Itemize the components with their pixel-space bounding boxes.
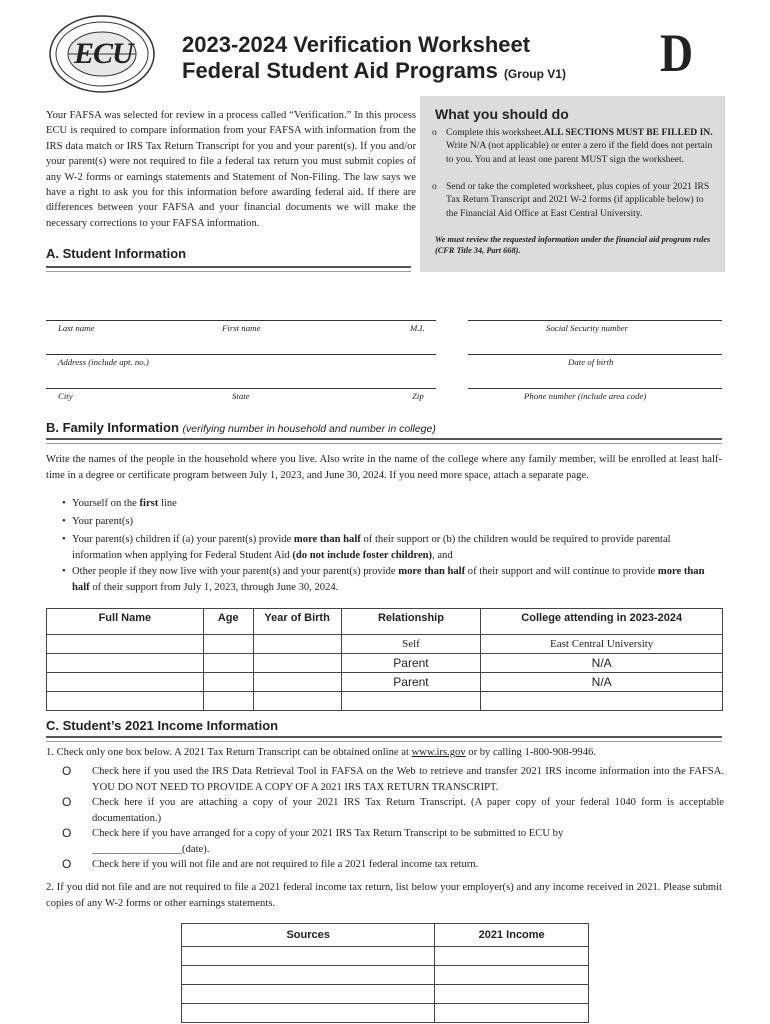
column-header: Sources (182, 924, 435, 947)
bullet-icon: • (62, 566, 66, 577)
bullet-text: Your parent(s) (72, 516, 134, 527)
section-b-title: B. Family Information (46, 420, 179, 435)
column-header: Relationship (341, 609, 481, 635)
ssn-label: Social Security number (546, 323, 629, 333)
address-field[interactable] (46, 354, 436, 355)
bullet-icon: o (432, 127, 437, 138)
table-row (182, 966, 589, 985)
option-emphasis: YOU DO NOT NEED TO PROVIDE A COPY OF A 2021 IRS TAX RETURN TRANSCRIPT. (92, 781, 499, 793)
option-4-checkbox[interactable]: O (62, 857, 72, 871)
mi-label: M.I. (410, 323, 425, 333)
bullet-icon: • (62, 534, 66, 545)
bullet-emphasis: more than half (72, 566, 705, 593)
what-to-do-box (420, 96, 725, 272)
question-2: 2. If you did not file and are not required to file a 2021 federal income tax return, list below your employer(s) and any income received in 2021. Please submit copies of any W-2 forms or other earnings statements. (46, 882, 722, 909)
column-header: Year of Birth (253, 609, 341, 635)
irs-link[interactable]: www.irs.gov (411, 747, 466, 758)
income-cell[interactable] (435, 947, 589, 966)
table-header-row (47, 609, 723, 635)
year-of-birth-cell[interactable] (253, 654, 341, 673)
column-header: College attending in 2023-2024 (481, 609, 723, 635)
last-name-field[interactable] (46, 320, 436, 321)
city-label: City (58, 391, 73, 401)
full-name-cell[interactable] (47, 654, 204, 673)
zip-label: Zip (412, 391, 424, 401)
section-b-heading (46, 420, 436, 435)
option-4-text: Check here if you will not file and are not required to file a 2021 federal income tax return. (92, 859, 479, 870)
family-table (46, 608, 723, 711)
question-text: 1. Check only one box below. A 2021 Tax Return Transcript can be obtained online at (46, 747, 412, 758)
bullet-emphasis: first (139, 498, 159, 509)
question-text: or by calling 1-800-908-9946. (465, 747, 596, 758)
table-row (182, 985, 589, 1004)
year-of-birth-cell[interactable] (253, 635, 341, 654)
bullet-text: Your parent(s) children if (a) your parent(s) provide (72, 534, 294, 545)
divider (46, 438, 722, 444)
option-3-checkbox[interactable]: O (62, 826, 72, 840)
bullet-text: of their support from July 1, 2023, through June 30, 2024. (89, 581, 339, 593)
bullet-text: of their support and will continue to provide (465, 566, 658, 577)
bullet-text: Other people if they now live with your parent(s) and your parent(s) provide (72, 566, 399, 577)
college-cell[interactable]: East Central University (481, 635, 723, 654)
instruction-text: Complete this worksheet. (446, 127, 544, 138)
column-header: 2021 Income (435, 924, 589, 947)
ssn-field[interactable] (468, 320, 722, 321)
option-text: Check here if you have arranged for a copy of your 2021 IRS Tax Return Transcript to be submitted to ECU by (92, 828, 564, 839)
income-cell[interactable] (435, 966, 589, 985)
bullet-icon: o (432, 181, 437, 192)
table-row (47, 673, 723, 692)
option-text: Check here if you used the IRS Data Retrieval Tool in FAFSA on the Web to retrieve and transfer 2021 IRS income information into the FAFSA. (92, 766, 724, 777)
bullet-icon: • (62, 516, 66, 527)
family-bullet (62, 564, 722, 595)
bullet-emphasis: more than half (293, 534, 361, 545)
relationship-cell[interactable] (341, 692, 481, 711)
source-cell[interactable] (182, 985, 435, 1004)
source-cell[interactable] (182, 1004, 435, 1023)
family-bullet (62, 496, 722, 512)
source-cell[interactable] (182, 947, 435, 966)
full-name-cell[interactable] (47, 673, 204, 692)
table-row (182, 947, 589, 966)
option-1-text (92, 764, 724, 795)
instruction-item (432, 180, 714, 220)
city-state-zip-field[interactable] (46, 388, 436, 389)
option-text: (date). (182, 843, 210, 855)
what-to-do-title: What you should do (435, 106, 569, 122)
college-cell[interactable]: N/A (481, 673, 723, 692)
income-cell[interactable] (435, 985, 589, 1004)
age-cell[interactable] (203, 654, 253, 673)
phone-label: Phone number (include area code) (524, 391, 647, 401)
group-label: (Group V1) (503, 67, 566, 81)
instruction-text: Send or take the completed worksheet, plus copies of your 2021 IRS Tax Return Transcript and 2021 W-2 forms (if applicable below) to the Financial Aid Office at East Central University. (446, 181, 710, 219)
table-row (47, 635, 723, 654)
full-name-cell[interactable] (47, 692, 204, 711)
source-cell[interactable] (182, 966, 435, 985)
table-header-row (182, 924, 589, 947)
form-letter: D (660, 23, 694, 83)
option-2-checkbox[interactable]: O (62, 795, 72, 809)
dob-field[interactable] (468, 354, 722, 355)
intro-paragraph: Your FAFSA was selected for review in a process called “Verification.” In this process ECU is required to compare information from your FAFSA with information from the IRS data match or IRS Tax Return Transcript for you and your parent(s). If you and/or your parent(s) were not required to file a federal tax return you must submit copies of any W-2 forms or earnings statements and Statement of Non-Filing. The law says we have a right to ask you for this information before awarding federal aid. If there are differences between your FAFSA and your financial documents we will make the necessary corrections to your FAFSA information. (46, 110, 416, 229)
table-row (47, 692, 723, 711)
college-cell[interactable] (481, 692, 723, 711)
bullet-emphasis: more than half (398, 566, 466, 577)
column-header: Full Name (47, 609, 204, 635)
income-sources-table (181, 923, 589, 1023)
date-field[interactable]: _________________ (92, 843, 183, 855)
year-of-birth-cell[interactable] (253, 673, 341, 692)
family-instructions: Write the names of the people in the household where you live. Also write in the name of the college where any family member, will be enrolled at least half-time in a degree or certificate program between July 1, 2023, and June 30, 2024. If you need more space, attach a separate page. (46, 454, 722, 481)
section-b-subtitle: (verifying number in household and number in college) (182, 423, 436, 435)
subtitle-text: Federal Student Aid Programs (182, 58, 498, 83)
full-name-cell[interactable] (47, 635, 204, 654)
page-subtitle (182, 58, 566, 84)
bullet-icon: • (62, 498, 66, 509)
family-bullet (62, 532, 722, 563)
year-of-birth-cell[interactable] (253, 692, 341, 711)
divider (46, 266, 411, 272)
age-cell[interactable] (203, 635, 253, 654)
page-title: 2023-2024 Verification Worksheet (182, 32, 531, 57)
dob-label: Date of birth (568, 357, 614, 367)
instruction-text: Write N/A (not applicable) or enter a zero if the field does not pertain to you. You and at least one parent MUST sign the worksheet. (446, 140, 713, 165)
question-1 (46, 745, 722, 761)
option-1-checkbox[interactable]: O (62, 764, 72, 778)
relationship-cell[interactable]: Parent (341, 673, 481, 692)
family-bullet (62, 514, 722, 530)
bullet-emphasis: (do not include foster children) (292, 549, 433, 561)
phone-field[interactable] (468, 388, 722, 389)
college-cell[interactable]: N/A (481, 654, 723, 673)
section-a-heading: A. Student Information (46, 246, 187, 261)
divider (46, 736, 722, 742)
logo-text: ECU (74, 37, 133, 70)
age-cell[interactable] (203, 673, 253, 692)
instruction-item (432, 126, 714, 166)
table-row (182, 1004, 589, 1023)
relationship-cell[interactable]: Parent (341, 654, 481, 673)
option-2-text: Check here if you are attaching a copy of your 2021 IRS Tax Return Transcript. (A paper copy of your federal 1040 form is acceptable documentation.) (92, 797, 724, 824)
instruction-emphasis: ALL SECTIONS MUST BE FILLED IN. (543, 127, 713, 138)
age-cell[interactable] (203, 692, 253, 711)
bullet-text: of their support or (b) the children would be required to provide parental information when applying for Federal Student Aid (72, 534, 671, 561)
bullet-text: Yourself on the (72, 498, 140, 509)
column-header: Age (203, 609, 253, 635)
option-3-text (92, 826, 724, 857)
address-label: Address (include apt. no.) (58, 357, 149, 367)
bullet-text: , and (432, 549, 453, 561)
section-c-heading: C. Student’s 2021 Income Information (46, 718, 279, 733)
last-name-label: Last name (58, 323, 95, 333)
regulation-note: We must review the requested information under the financial aid program rules (CFR Title 34, Part 668). (435, 235, 711, 255)
relationship-cell[interactable]: Self (341, 635, 481, 654)
first-name-label: First name (222, 323, 261, 333)
income-cell[interactable] (435, 1004, 589, 1023)
state-label: State (232, 391, 250, 401)
ecu-logo (48, 14, 156, 94)
bullet-text: line (158, 498, 177, 509)
table-row (47, 654, 723, 673)
